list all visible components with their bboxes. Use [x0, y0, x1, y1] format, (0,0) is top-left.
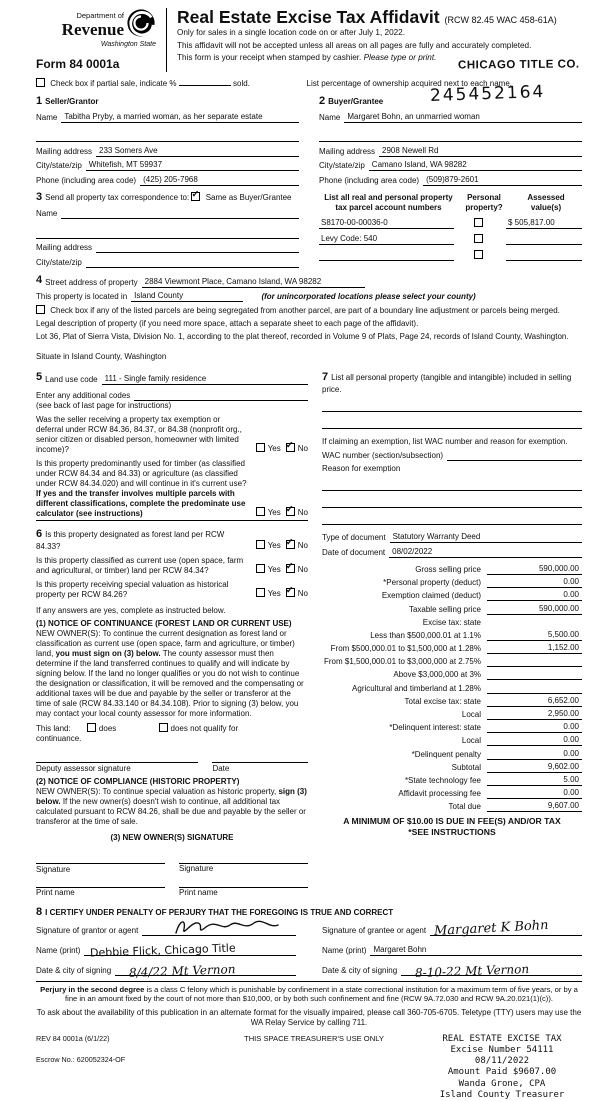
tax-row [322, 707, 582, 720]
tax-row [322, 628, 582, 641]
buyer-mailing-value: 2908 Newell Rd [379, 146, 582, 157]
tax-table [322, 562, 582, 813]
grantor-name-print-field[interactable] [84, 941, 296, 960]
tax-row [322, 733, 582, 746]
treasurer-stamp-line: Excise Number 54111 [450, 1044, 554, 1055]
tax-row-label: Less than $500,000.01 at 1.1% [370, 630, 481, 640]
segregated-checkbox[interactable] [36, 305, 45, 314]
tax-row-label: Total excise tax: state [404, 696, 481, 706]
land-use-code-value: 111 - Single family residence [102, 374, 308, 385]
treasurer-stamp-line: 08/11/2022 [474, 1056, 530, 1067]
certify-statement: I CERTIFY UNDER PENALTY OF PERJURY THAT THE FOREGOING IS TRUE AND CORRECT [45, 907, 394, 917]
tax-row [322, 654, 582, 667]
rev-number: REV 84 0001a (6/1/22) [36, 1033, 110, 1043]
assessed-value [506, 260, 582, 261]
tax-row-value [487, 683, 582, 694]
tax-row-value: 590,000.00 [487, 564, 582, 575]
parcel-row [319, 213, 582, 229]
personal-property-line-1[interactable] [322, 401, 582, 412]
tax-row-label: From $500,000.01 to $1,500,000 at 1.28% [330, 644, 481, 654]
new-owner-signature-field-1[interactable] [36, 853, 165, 864]
deputy-date-label: Date [212, 762, 308, 774]
street-address-value: 2884 Viewmont Place, Camano Island, WA 98282 [142, 277, 365, 288]
tax-row [322, 641, 582, 654]
tax-row-value [487, 618, 582, 628]
q3-yes-checkbox[interactable] [256, 540, 265, 549]
grantor-signature-field[interactable] [142, 925, 296, 936]
seller-name-continued-field[interactable] [36, 131, 299, 142]
tax-row [322, 680, 582, 693]
continuance-title: (1) NOTICE OF CONTINUANCE (FOREST LAND OR CURRENT USE) [36, 618, 292, 628]
seller-section: 1 Seller/Grantor Name Tabitha Pryby, a married woman, as her separate estate Mailing address 233 Somers Ave City/state/zip Whitefish, MT 59937 Phone (including area code) (425) 205-7968 [36, 95, 299, 186]
tax-row [322, 694, 582, 707]
q1-no-checkbox[interactable] [286, 443, 295, 452]
personal-property-checkbox[interactable] [474, 218, 483, 227]
form-footer [36, 1034, 582, 1101]
buyer-phone-value: (509)879-2601 [423, 175, 582, 186]
correspondence-name-field[interactable] [61, 208, 299, 219]
tax-row [322, 799, 582, 812]
tax-row [322, 786, 582, 799]
new-owner-print-field-1[interactable] [36, 877, 165, 888]
if-yes-note: If any answers are yes, complete as instructed below. [36, 605, 226, 615]
personal-property-checkbox[interactable] [474, 234, 483, 243]
grantee-date-handwritten: 8-10-22 Mt Vernon [414, 961, 530, 980]
located-county-value: Island County [131, 291, 243, 302]
tax-row-value: 6,652.00 [487, 696, 582, 707]
intro-line-1: Only for sales in a single location code on or after July 1, 2022. [177, 28, 406, 38]
seller-city-value: Whitefish, MT 59937 [86, 160, 299, 171]
parcel-rows [319, 213, 582, 261]
dept-of-label: Department of [76, 11, 124, 21]
header-divider [166, 8, 167, 72]
tax-row-value: 1,152.00 [487, 643, 582, 654]
form-number: Form 84 0001a [36, 56, 120, 71]
tax-row [322, 720, 582, 733]
chicago-title-stamp: CHICAGO TITLE CO. [458, 58, 581, 72]
rcw-reference: (RCW 82.45 WAC 458-61A) [444, 15, 557, 25]
same-as-buyer-label: Same as Buyer/Grantee [205, 192, 292, 202]
personal-property-col-header: Personal property? [465, 192, 503, 212]
dor-swirl-icon [126, 8, 156, 41]
tax-row [322, 746, 582, 759]
partial-sale-suffix: sold. [233, 78, 250, 88]
assessed-value: $ 505,817.00 [506, 218, 582, 229]
parcel-row [319, 245, 582, 261]
q3-no-checkbox[interactable] [286, 540, 295, 549]
deputy-assessor-signature-label: Deputy assessor signature [36, 762, 198, 774]
grantor-name-handwritten: Debbie Flick, Chicago Title [90, 941, 237, 960]
does-qualify-checkbox[interactable] [87, 723, 96, 732]
does-not-qualify-checkbox[interactable] [159, 723, 168, 732]
tax-row-label: *Delinquent penalty [411, 749, 481, 759]
q4-no-checkbox[interactable] [286, 564, 295, 573]
grantee-signature-handwritten: Margaret K Bohn [433, 917, 549, 939]
treasurer-stamp-line: Island County Treasurer [439, 1089, 565, 1100]
tax-correspondence-section: 3 Send all property tax correspondence to: ✓ Same as Buyer/Grantee Name Mailing address City/state/zip [36, 191, 299, 268]
dor-logo-block [36, 8, 156, 72]
left-column: 5 Land use code 111 - Single family residence Enter any additional codes (see back of last page for instructions) Was the seller receiving a property tax exemption or deferral under RCW 84.36, 84.37, or 84.38 (nonprofit org., senior citizen or disabled person, homeowner with limited income)? Yes ✓ No Is this property predominantly used for timber (as classified under RCW 84.34 and 84.33) or agriculture (as classified under RCW 84.34.020) and will continue in it's current use? If yes and the transfer involves multiple parcels with different classifications, complete the predominate use calculator (see instructions) Yes ✓ No 6 Is this property designated as forest land per RCW 84.33? Yes ✓ No Is this property classified as current use (open space, farm and agricultural, or timber) land per RCW 84.34? Yes ✓ No Is this property receiving special valuation as historical property per RCW 84.26? Yes ✓ No If any answers are yes, complete as instructed below. (1) NOTICE OF CONTINUANCE (FOREST LAND OR CURRENT USE) NEW OWNER(S): To continue the current designation as forest land or classification as current use (open space, farm and agriculture, or timber) land, you must sign on (3) below. The county assessor must then determine if the land transferred continues to qualify and will indicate by signing below. If the land no longer qualifies or you do not wish to continue the designation or classification, it will be removed and the compensating or additional taxes will be due and payable by the seller or transferor at the time of sale (RCW 84.33.140 or 84.34.108). Prior to signing (3) below, you may contact your local county assessor for more information. This land: does does not qualify for continuance. Deputy assessor signature Date (2) NOTICE OF COMPLIANCE (HISTORIC PROPERTY) NEW OWNER(S): To continue special valuation as historic property, sign (3) below. If the new owner(s) doesn't wish to continue, all additional tax calculated pursuant to RCW 84.26, shall be due and payable by the seller or transferor at the time of sale. (3) NEW OWNER(S) SIGNATURE Signature Signature Print name Print name [36, 371, 308, 898]
county-note: (for unincorporated locations please select your county) [261, 292, 476, 301]
tax-row-value: 5,500.00 [487, 630, 582, 641]
treasurer-stamp-line: REAL ESTATE EXCISE TAX [442, 1033, 562, 1044]
parcel-row [319, 229, 582, 245]
intro-line-2: This affidavit will not be accepted unless all areas on all pages are fully and accurately completed. [177, 40, 532, 50]
right-column: 7 List all personal property (tangible and intangible) included in selling price. If claiming an exemption, list WAC number and reason for exemption. WAC number (section/subsection) Reason for exemption Type of document Statutory Warranty Deed Date of document 08/02/2022 Gross selling price 590,000.00 *Personal property (deduct) 0.00 Exemption claimed (deduct) 0.00 Taxable selling price 590,000.00 Excise tax: state Less than $500,000.01 at 1.1% 5,500.00 From $500,000.01 to $1,500,000 at 1.28% 1,152.00 From $1,500,000.01 to $3,000,000 at 2.75% Above $3,000,000 at 3% Agricultural and timberland at 1.28% Total excise tax: state 6,652.00 Local 2,950.00 *Delinquent interest: state 0.00 Local 0.00 *Delinquent penalty 0.00 Subtotal 9,602.00 *State technology fee 5.00 Affidavit processing fee 0.00 Total due 9,607.00 A MINIMUM OF $10.00 IS DUE IN FEE(S) AND/OR TAX *SEE INSTRUCTIONS [322, 371, 582, 898]
tax-row-value: 5.00 [487, 775, 582, 786]
document-date-value: 08/02/2022 [389, 547, 582, 558]
buyer-name-value: Margaret Bohn, an unmarried woman [344, 112, 582, 123]
tax-row-label: Total due [448, 802, 481, 812]
q4-yes-checkbox[interactable] [256, 564, 265, 573]
revenue-wordmark: Revenue [61, 19, 124, 39]
wac-number-field[interactable] [447, 450, 582, 461]
buyer-title: Buyer/Grantee [328, 96, 384, 106]
tax-row-value: 9,602.00 [487, 762, 582, 773]
tax-row [322, 615, 582, 628]
tax-row-label: *State technology fee [404, 775, 481, 785]
tax-row [322, 667, 582, 680]
document-type-value: Statutory Warranty Deed [390, 532, 582, 543]
tax-row-label: Taxable selling price [408, 604, 481, 614]
personal-property-checkbox[interactable] [474, 250, 483, 259]
continuance-body: NEW OWNER(S): To continue the current designation as forest land or classification as current use (open space, farm and agriculture, or timber) land, you must sign on (3) below. The county assessor must then determine if the land transferred continues to qualify and will indicate by signing below. If the land no longer qualifies or you do not wish to continue the designation or classification, it will be removed and the compensating or additional taxes will be due and payable by the seller or transferor at the time of sale (RCW 84.33.140 or 84.34.108). Prior to signing (3) below, you may contact your local county assessor for more information. [36, 628, 304, 718]
tax-row-label: Excise tax: state [422, 617, 481, 627]
partial-sale-percent-field[interactable] [179, 85, 231, 86]
exemption-deferral-question: Was the seller receiving a property tax exemption or deferral under RCW 84.36, 84.37, or 84.38 (nonprofit org., senior citizen or disabled person, homeowner with limited income)? [36, 414, 242, 454]
reason-line-1[interactable] [322, 480, 582, 491]
tax-row [322, 588, 582, 601]
buyer-section: 2 Buyer/Grantee Name Margaret Bohn, an unmarried woman Mailing address 2908 Newell Rd City/state/zip Camano Island, WA 98282 Phone (including area code) (509)879-2601 [319, 95, 582, 186]
washington-state-label: Washington State [100, 41, 156, 48]
tax-row-value: 9,607.00 [487, 801, 582, 812]
correspondence-label: Send all property tax correspondence to: [45, 192, 190, 202]
tax-row [322, 773, 582, 786]
ownership-note: List percentage of ownership acquired next to each name. [306, 78, 512, 88]
buyer-city-value: Camano Island, WA 98282 [369, 160, 582, 171]
tax-row-label: Exemption claimed (deduct) [381, 591, 481, 601]
grantee-signature-field[interactable] [430, 917, 582, 939]
assessed-value-col-header: Assessed value(s) [527, 192, 565, 212]
new-owners-signature-title: (3) NEW OWNER(S) SIGNATURE [110, 832, 234, 842]
seller-name-value: Tabitha Pryby, a married woman, as her separate estate [61, 112, 299, 123]
historical-property-question: Is this property receiving special valuation as historical property per RCW 84.26? [36, 579, 229, 599]
tax-row [322, 760, 582, 773]
tax-row-label: *Personal property (deduct) [383, 578, 481, 588]
tax-row-label: Local [461, 736, 481, 746]
parcel-col-header: List all real and personal property tax parcel account numbers [324, 192, 453, 212]
escrow-number: Escrow No.: 620052324-OF [36, 1054, 126, 1064]
grantee-name-print-value: Margaret Bohn [370, 945, 582, 956]
tax-row-value: 590,000.00 [487, 604, 582, 615]
parcel-table [319, 191, 582, 268]
exemption-note: If claiming an exemption, list WAC number and reason for exemption. [322, 436, 568, 446]
current-use-question: Is this property classified as current use (open space, farm and agricultural, or timber) land per RCW 84.34? [36, 555, 244, 575]
seller-mailing-value: 233 Somers Ave [96, 146, 299, 157]
intro-line-3: This form is your receipt when stamped by cashier. Please type or print. [177, 52, 437, 62]
forest-land-question: 6 Is this property designated as forest land per RCW 84.33? [36, 527, 225, 551]
tax-row-value: 0.00 [487, 749, 582, 760]
grantor-date-handwritten: 8/4/22 Mt Vernon [128, 961, 236, 980]
reason-line-2[interactable] [322, 497, 582, 508]
tax-row-label: Gross selling price [415, 564, 481, 574]
parcel-number-value: Levy Code: 540 [319, 234, 454, 245]
partial-sale-checkbox[interactable] [36, 78, 45, 87]
tax-row [322, 601, 582, 614]
correspondence-city-field[interactable] [86, 257, 299, 268]
q2-yes-checkbox[interactable] [256, 507, 265, 516]
partial-sale-label: Check box if partial sale, indicate % [50, 78, 177, 88]
tax-row-value: 0.00 [487, 590, 582, 601]
segregated-label: Check box if any of the listed parcels are being segregated from another parcel, are part of a boundary line adjustment or parcels being merged. [50, 306, 560, 315]
assessed-value [506, 244, 582, 245]
correspondence-mailing-field[interactable] [96, 242, 299, 253]
tax-row-label: Agricultural and timberland at 1.28% [352, 683, 481, 693]
correspondence-extra-field[interactable] [36, 228, 299, 239]
parcel-number-value [319, 260, 454, 261]
tax-row [322, 575, 582, 588]
tax-row-value: 0.00 [487, 735, 582, 746]
handwritten-order-number: 245452164 [429, 81, 546, 107]
tax-row-label: Above $3,000,000 at 3% [393, 670, 481, 680]
tax-row-label: Subtotal [451, 762, 481, 772]
treasurer-stamp [422, 1034, 582, 1101]
buyer-name-continued-field[interactable] [319, 131, 582, 142]
tax-row-label: From $1,500,000.01 to $3,000,000 at 2.75% [323, 657, 481, 667]
q5-no-checkbox[interactable] [286, 588, 295, 597]
tax-row-label: *Delinquent interest: state [389, 723, 481, 733]
tax-row-value [487, 656, 582, 667]
same-as-buyer-checkbox[interactable] [191, 192, 200, 201]
see-instructions-note: *SEE INSTRUCTIONS [408, 827, 496, 838]
treasurer-stamp-line: Amount Paid $9607.00 [447, 1067, 557, 1078]
additional-codes-note: (see back of last page for instructions) [36, 400, 172, 410]
parcel-number-value: S8170-00-00036-0 [319, 218, 454, 229]
tax-row-value: 2,950.00 [487, 709, 582, 720]
tax-row-value [487, 669, 582, 680]
form-title: Real Estate Excise Tax Affidavit (RCW 82.45 WAC 458-61A) [177, 7, 557, 27]
seller-title: Seller/Grantor [45, 96, 99, 106]
property-address-section: 4 Street address of property 2884 Viewmont Place, Camano Island, WA 98282 This property is located in Island County (for unincorporated locations please select your county) Check box if any of the listed parcels are being segregated from another parcel, are part of a boundary line adjustment or parcels being merged. Legal description of property (if you need more space, attach a separate sheet to each page of the affidavit). Lot 36, Plat of Sierra Vista, Division No. 1, according to the plat thereof, recorded in Volume 9 of Plats, Page 24, records of Island County, Washington. Situate in Island County, Washington [36, 274, 582, 362]
perjury-notice: Perjury in the second degree is a class C felony which is punishable by confinement in a state correctional institution for a maximum term of five years, or by a fine in an amount fixed by the court of not more than $10,000, or by both such confinement and fine (RCW 9A.72.030 and RCW 9A.20.021(1)(c)). [36, 981, 582, 1004]
q1-yes-checkbox[interactable] [256, 443, 265, 452]
grantor-signature-scribble [172, 917, 282, 937]
timber-agriculture-question: Is this property predominantly used for timber (as classified under RCW 84.34 and 84.33) or agriculture (as classified under RCW 84.34.020) and will continue in it's current use? If yes and the transfer involves multiple parcels with different classifications, complete the predominate use calculator (see instructions) [36, 458, 247, 518]
personal-property-intro: List all personal property (tangible and intangible) included in selling price. [322, 373, 572, 394]
treasurer-space-label: THIS SPACE TREASURER'S USE ONLY [244, 1033, 384, 1043]
personal-property-line-2[interactable] [322, 418, 582, 429]
tax-row-label: Affidavit processing fee [398, 789, 481, 799]
q2-no-checkbox[interactable] [286, 507, 295, 516]
certification-section: 8 I CERTIFY UNDER PENALTY OF PERJURY THAT THE FOREGOING IS TRUE AND CORRECT Signature of grantor or agent Name (print) Debbie Flick, Chicago Title Date & city of signing 8/4/22 Mt Vernon Signature of grantee or agent Margaret K Bohn Name (print) Margaret Bohn Date & city of signing 8-10-22 Mt Vernon [36, 906, 582, 976]
this-land-row: This land: does does not qualify for [36, 723, 239, 733]
tax-row-value: 0.00 [487, 722, 582, 733]
q5-yes-checkbox[interactable] [256, 588, 265, 597]
situate-text: Situate in Island County, Washington [36, 352, 167, 361]
new-owner-signature-field-2[interactable] [179, 853, 308, 864]
compliance-title: (2) NOTICE OF COMPLIANCE (HISTORIC PROPERTY) [36, 776, 240, 786]
minimum-fee-note: A MINIMUM OF $10.00 IS DUE IN FEE(S) AND/OR TAX [343, 816, 561, 827]
new-owner-print-field-2[interactable] [179, 877, 308, 888]
treasurer-stamp-line: Wanda Grone, CPA [458, 1078, 546, 1089]
grantee-date-field[interactable] [401, 961, 582, 980]
tax-row [322, 562, 582, 575]
grantor-date-field[interactable] [115, 961, 296, 980]
tax-row-label: Local [461, 710, 481, 719]
continuance-suffix: continuance. [36, 733, 82, 743]
additional-codes-field[interactable] [134, 390, 308, 401]
legal-description-text: Lot 36, Plat of Sierra Vista, Division No. 1, according to the plat thereof, recorded in Volume 9 of Plats, Page 24, records of Island County, Washington. [36, 332, 569, 341]
tax-row-value: 0.00 [487, 577, 582, 588]
legal-description-label: Legal description of property (if you need more space, attach a separate sheet to each page of the affidavit). [36, 319, 419, 328]
tax-row-value: 0.00 [487, 788, 582, 799]
reason-for-exemption-label: Reason for exemption [322, 464, 401, 474]
seller-phone-value: (425) 205-7968 [140, 175, 299, 186]
reason-line-3[interactable] [322, 514, 582, 525]
accessibility-notice: To ask about the availability of this publication in an alternate format for the visually impaired, please call 360-705-6705. Teletype (TTY) users may use the WA Relay Service by calling 711. [36, 1007, 582, 1027]
compliance-body: NEW OWNER(S): To continue special valuation as historic property, sign (3) below. If the new owner(s) doesn't wish to continue, all additional tax calculated pursuant to RCW 84.26, shall be due and payable by the seller or transferor at the time of sale. [36, 786, 307, 826]
